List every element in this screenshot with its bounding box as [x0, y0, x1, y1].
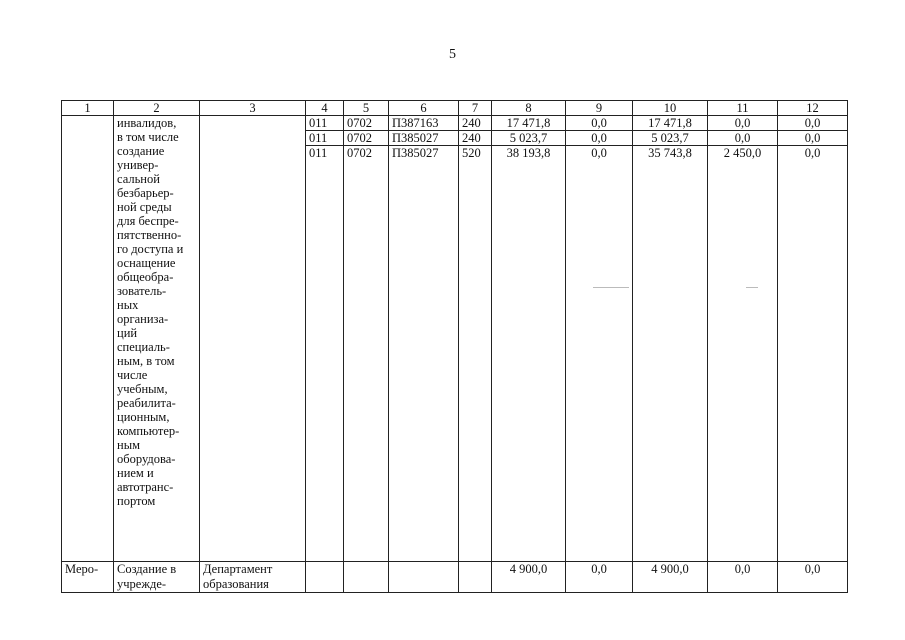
section-code-cell: 0702: [344, 116, 389, 131]
header-cell-4: 4: [306, 101, 344, 116]
amount-col12-cell: 0,0: [778, 116, 848, 131]
total-amount-cell: 38 193,8: [492, 146, 566, 562]
table-header-row: [62, 101, 848, 116]
header-cell-3: 3: [200, 101, 306, 116]
total-amount-cell: 5 023,7: [492, 131, 566, 146]
amount-col10-cell: 17 471,8: [633, 116, 708, 131]
amount-col10-cell: 35 743,8: [633, 146, 708, 562]
header-cell-6: 6: [389, 101, 459, 116]
section-code-cell: 0702: [344, 131, 389, 146]
header-cell-8: 8: [492, 101, 566, 116]
ministry-code-cell: 011: [306, 131, 344, 146]
row1-col1-cell: [62, 116, 114, 562]
table-row: [62, 116, 848, 131]
header-cell-12: 12: [778, 101, 848, 116]
expense-type-cell: 520: [459, 146, 492, 562]
amount-col9-cell: 0,0: [566, 116, 633, 131]
header-cell-1: 1: [62, 101, 114, 116]
ministry-code-cell: [306, 562, 344, 593]
target-code-cell: П385027: [389, 131, 459, 146]
executor-cell: Департамент образования: [200, 562, 306, 593]
target-code-cell: П385027: [389, 146, 459, 562]
header-cell-7: 7: [459, 101, 492, 116]
expense-type-cell: 240: [459, 116, 492, 131]
section-code-cell: [344, 562, 389, 593]
amount-col12-cell: 0,0: [778, 562, 848, 593]
total-amount-cell: 4 900,0: [492, 562, 566, 593]
header-cell-11: 11: [708, 101, 778, 116]
amount-col12-cell: 0,0: [778, 146, 848, 562]
header-cell-2: 2: [114, 101, 200, 116]
scan-artifact-mark: [593, 287, 629, 288]
target-code-cell: [389, 562, 459, 593]
row2-col1-cell: Меро-: [62, 562, 114, 593]
section-code-cell: 0702: [344, 146, 389, 562]
header-cell-5: 5: [344, 101, 389, 116]
scan-artifact-mark: [746, 287, 758, 288]
ministry-code-cell: 011: [306, 116, 344, 131]
amount-col9-cell: 0,0: [566, 146, 633, 562]
ministry-code-cell: 011: [306, 146, 344, 562]
event-name-cell: Создание в учрежде-: [114, 562, 200, 593]
table-row: [62, 562, 848, 593]
amount-col9-cell: 0,0: [566, 131, 633, 146]
page-number: 5: [449, 47, 456, 62]
total-amount-cell: 17 471,8: [492, 116, 566, 131]
event-name-cell: инвалидов, в том числе создание универ- сальной безбарьер- ной среды для беспре- пятственно- го доступа и оснащение общеобра- зователь- ных организа- ций специаль- ным, в том числе учебным, реабилита- ционным, компьютер- ным оборудова- нием и автотранс- портом: [114, 116, 200, 562]
header-cell-10: 10: [633, 101, 708, 116]
target-code-cell: П387163: [389, 116, 459, 131]
amount-col12-cell: 0,0: [778, 131, 848, 146]
amount-col10-cell: 5 023,7: [633, 131, 708, 146]
amount-col9-cell: 0,0: [566, 562, 633, 593]
row1-col3-cell: [200, 116, 306, 562]
expense-type-cell: [459, 562, 492, 593]
header-cell-9: 9: [566, 101, 633, 116]
amount-col11-cell: 0,0: [708, 116, 778, 131]
amount-col11-cell: 2 450,0: [708, 146, 778, 562]
expense-type-cell: 240: [459, 131, 492, 146]
budget-table: [61, 100, 848, 593]
amount-col11-cell: 0,0: [708, 131, 778, 146]
amount-col11-cell: 0,0: [708, 562, 778, 593]
amount-col10-cell: 4 900,0: [633, 562, 708, 593]
